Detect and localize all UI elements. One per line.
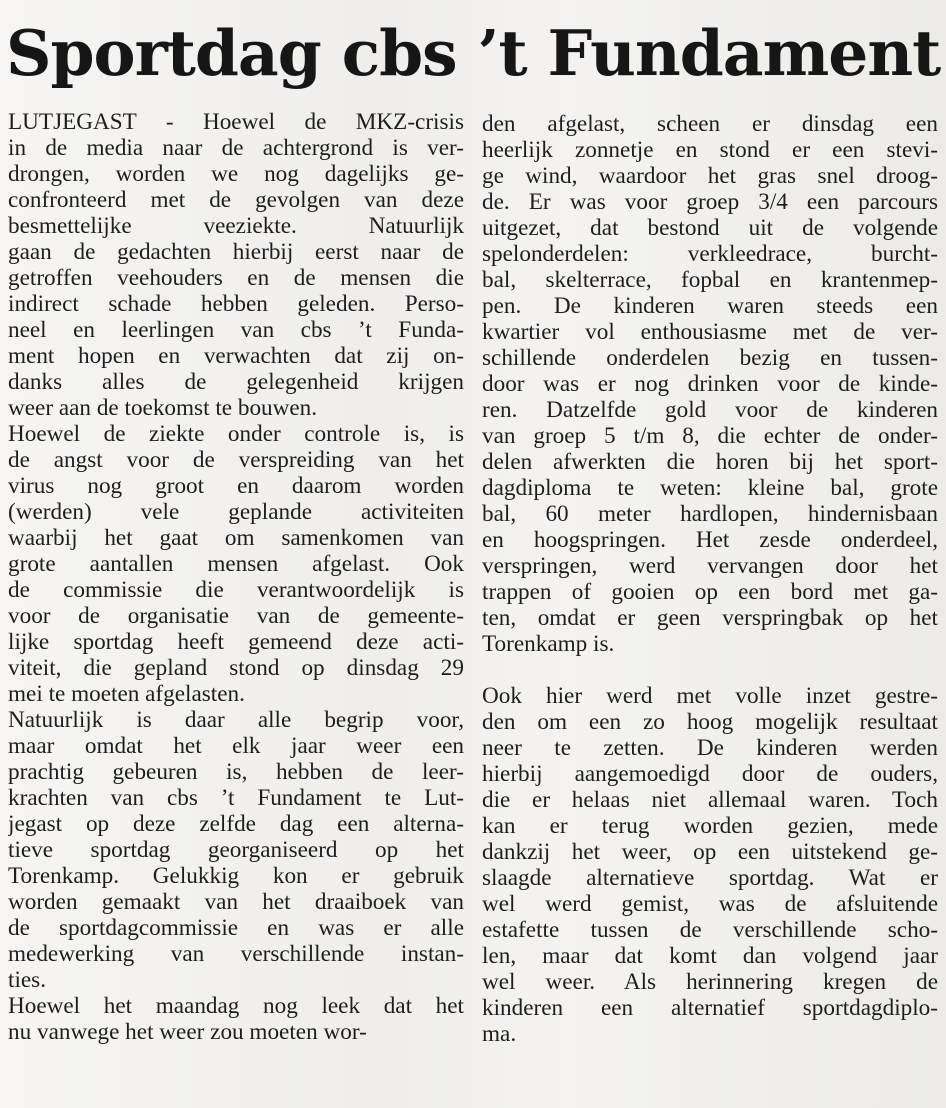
text-line: getroffen veehouders en de mensen die <box>8 265 464 291</box>
text-line: mei te moeten afgelasten. <box>8 681 245 707</box>
text-line: delen afwerkten die horen bij het sport- <box>482 449 938 475</box>
text-line: uitgezet, dat bestond uit de volgende <box>482 215 938 241</box>
text-line: grote aantallen mensen afgelast. Ook <box>8 551 464 577</box>
text-line: medewerking van verschillende instan- <box>8 941 464 967</box>
text-line: jegast op deze zelfde dag een alterna- <box>8 811 464 837</box>
text-line: indirect schade hebben geleden. Perso- <box>8 291 464 317</box>
text-line: besmettelijke veeziekte. Natuurlijk <box>8 213 464 239</box>
text-line: neer te zetten. De kinderen werden <box>482 735 938 761</box>
text-line: bal, 60 meter hardlopen, hindernisbaan <box>482 501 938 527</box>
text-line: en hoogspringen. Het zesde onderdeel, <box>482 527 938 553</box>
text-line: nu vanwege het weer zou moeten wor- <box>8 1019 367 1045</box>
text-line: (werden) vele geplande activiteiten <box>8 499 464 525</box>
article-paragraph <box>8 421 464 707</box>
text-line: Hoewel de ziekte onder controle is, is <box>8 421 464 447</box>
text-line: Hoewel het maandag nog leek dat het <box>8 993 464 1019</box>
text-line: Natuurlijk is daar alle begrip voor, <box>8 707 464 733</box>
text-line: Ook hier werd met volle inzet gestre- <box>482 683 938 709</box>
text-line: schillende onderdelen bezig en tussen- <box>482 345 938 371</box>
article-paragraph <box>482 111 938 657</box>
text-line: kinderen een alternatief sportdagdiplo- <box>482 995 938 1021</box>
text-line: drongen, worden we nog dagelijks ge- <box>8 161 464 187</box>
article-paragraph <box>8 993 464 1045</box>
article-paragraph <box>8 109 464 421</box>
text-line: estafette tussen de verschillende scho- <box>482 917 938 943</box>
text-line: danks alles de gelegenheid krijgen <box>8 369 464 395</box>
article-paragraph <box>8 707 464 993</box>
text-line: gaan de gedachten hierbij eerst naar de <box>8 239 464 265</box>
text-line: maar omdat het elk jaar weer een <box>8 733 464 759</box>
text-line: de angst voor de verspreiding van het <box>8 447 464 473</box>
article-paragraph <box>482 683 938 1047</box>
text-line: worden gemaakt van het draaiboek van <box>8 889 464 915</box>
paragraph-gap <box>482 657 938 683</box>
text-line: verspringen, werd vervangen door het <box>482 553 938 579</box>
text-line: de sportdagcommissie en was er alle <box>8 915 464 941</box>
text-line: Torenkamp is. <box>482 631 615 657</box>
text-line: lijke sportdag heeft gemeend deze acti- <box>8 629 464 655</box>
text-line: weer aan de toekomst te bouwen. <box>8 395 318 421</box>
headline: Sportdag cbs ’t Fundament <box>6 16 941 90</box>
text-line: bal, skelterrace, fopbal en krantenmep- <box>482 267 938 293</box>
text-line: in de media naar de achtergrond is ver- <box>8 135 464 161</box>
text-line: Torenkamp. Gelukkig kon er gebruik <box>8 863 464 889</box>
text-line: kwartier vol enthousiasme met de ver- <box>482 319 938 345</box>
text-line: tieve sportdag georganiseerd op het <box>8 837 464 863</box>
text-line: voor de organisatie van de gemeente- <box>8 603 464 629</box>
text-line: spelonderdelen: verkleedrace, burcht- <box>482 241 938 267</box>
text-line: virus nog groot en daarom worden <box>8 473 464 499</box>
text-line: kan er terug worden gezien, mede <box>482 813 938 839</box>
text-line: den afgelast, scheen er dinsdag een <box>482 111 938 137</box>
text-line: krachten van cbs ’t Fundament te Lut- <box>8 785 464 811</box>
text-line: LUTJEGAST - Hoewel de MKZ-crisis <box>8 109 464 135</box>
text-line: die er helaas niet allemaal waren. Toch <box>482 787 938 813</box>
text-line: pen. De kinderen waren steeds een <box>482 293 938 319</box>
text-line: van groep 5 t/m 8, die echter de onder- <box>482 423 938 449</box>
text-line: wel werd gemist, was de afsluitende <box>482 891 938 917</box>
text-line: de commissie die verantwoordelijk is <box>8 577 464 603</box>
text-line: ren. Datzelfde gold voor de kinderen <box>482 397 938 423</box>
article-column-right <box>482 111 938 1047</box>
text-line: dankzij het weer, op een uitstekend ge- <box>482 839 938 865</box>
text-line: ma. <box>482 1021 517 1047</box>
text-line: hierbij aangemoedigd door de ouders, <box>482 761 938 787</box>
text-line: trappen of gooien op een bord met ga- <box>482 579 938 605</box>
article-column-left <box>8 109 464 1045</box>
text-line: prachtig gebeuren is, hebben de leer- <box>8 759 464 785</box>
text-line: neel en leerlingen van cbs ’t Funda- <box>8 317 464 343</box>
text-line: ge wind, waardoor het gras snel droog- <box>482 163 938 189</box>
text-line: slaagde alternatieve sportdag. Wat er <box>482 865 938 891</box>
text-line: len, maar dat komt dan volgend jaar <box>482 943 938 969</box>
text-line: ten, omdat er geen verspringbak op het <box>482 605 938 631</box>
text-line: heerlijk zonnetje en stond er een stevi- <box>482 137 938 163</box>
text-line: confronteerd met de gevolgen van deze <box>8 187 464 213</box>
text-line: ment hopen en verwachten dat zij on- <box>8 343 464 369</box>
text-line: door was er nog drinken voor de kinde- <box>482 371 938 397</box>
text-line: den om een zo hoog mogelijk resultaat <box>482 709 938 735</box>
text-line: viteit, die gepland stond op dinsdag 29 <box>8 655 464 681</box>
text-line: waarbij het gaat om samenkomen van <box>8 525 464 551</box>
text-line: de. Er was voor groep 3/4 een parcours <box>482 189 938 215</box>
text-line: ties. <box>8 967 46 993</box>
text-line: wel weer. Als herinnering kregen de <box>482 969 938 995</box>
text-line: dagdiploma te weten: kleine bal, grote <box>482 475 938 501</box>
